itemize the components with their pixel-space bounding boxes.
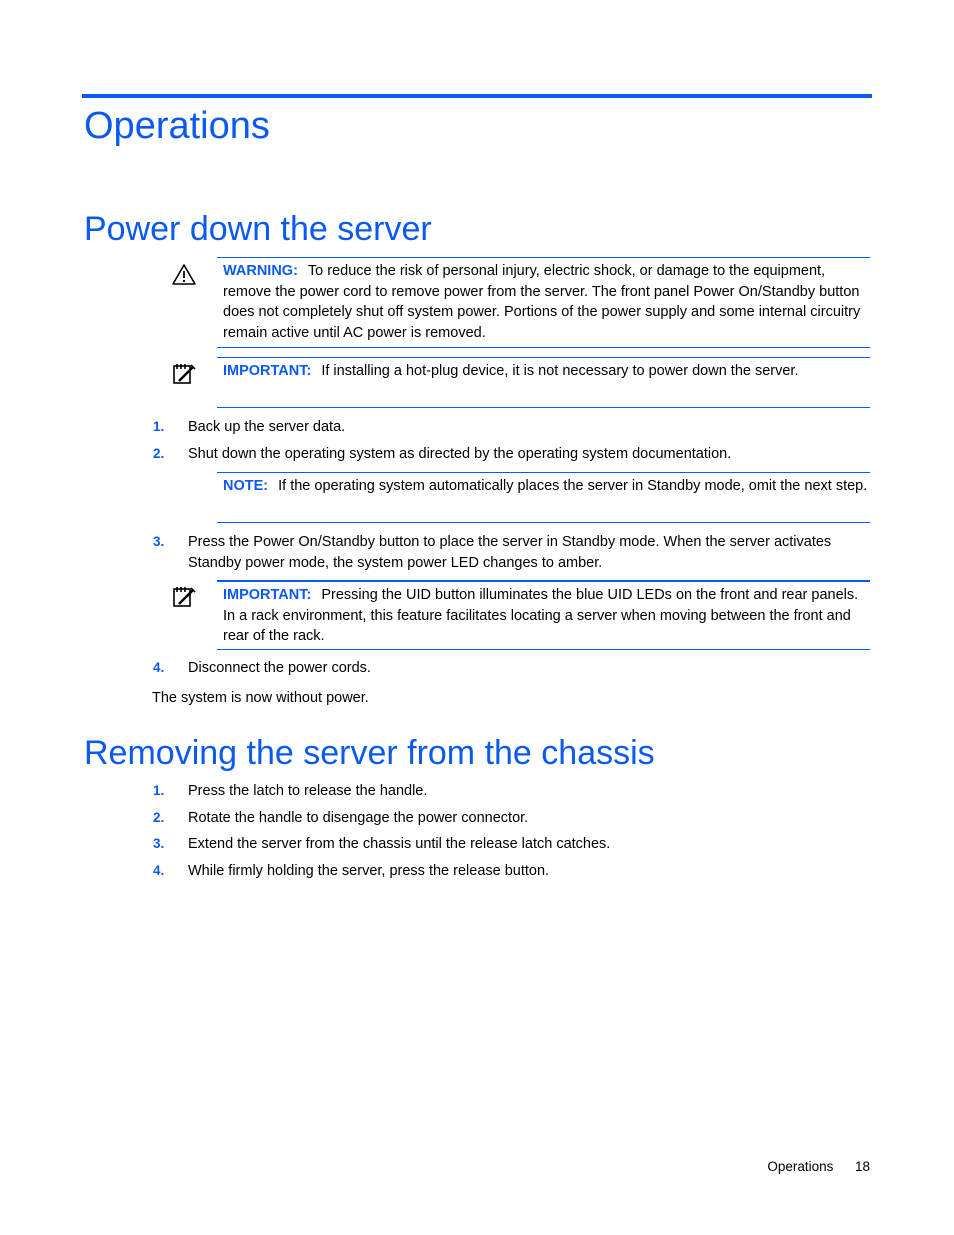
note-bottom-rule (217, 522, 870, 523)
important1-callout (223, 361, 871, 382)
chapter-title: Operations (84, 105, 270, 147)
closing-text: The system is now without power. (152, 690, 369, 706)
important1-bottom-rule (217, 407, 870, 408)
important2-bottom-rule (217, 649, 870, 650)
step-text: While firmly holding the server, press the release button. (188, 863, 550, 879)
note-label: NOTE: (223, 478, 269, 494)
important-icon (171, 361, 197, 387)
step-number: 3. (153, 836, 165, 851)
warning-bottom-rule (217, 347, 870, 348)
step-number: 1. (153, 419, 165, 434)
step-number: 2. (153, 446, 165, 461)
important2-label: IMPORTANT: (223, 587, 312, 603)
note-text: If the operating system automatically places the server in Standby mode, omit the next step. (278, 478, 868, 494)
important1-label: IMPORTANT: (223, 363, 312, 379)
note-callout (223, 476, 868, 497)
important2-top-rule (217, 580, 870, 582)
section-title-removing: Removing the server from the chassis (84, 734, 655, 772)
warning-top-rule (217, 257, 870, 258)
important1-text: If installing a hot-plug device, it is not necessary to power down the server. (321, 363, 799, 379)
chapter-rule (82, 94, 872, 98)
step-number: 2. (153, 810, 165, 825)
step-text: Shut down the operating system as directed by the operating system documentation. (188, 446, 732, 462)
step-text: Extend the server from the chassis until the release latch catches. (188, 836, 611, 852)
important2-callout (223, 585, 871, 647)
page-footer (767, 1159, 870, 1174)
warning-label: WARNING: (223, 263, 298, 279)
step-number: 1. (153, 783, 165, 798)
section-title-power-down: Power down the server (84, 210, 432, 248)
step-text: Press the latch to release the handle. (188, 783, 428, 799)
step-text: Back up the server data. (188, 419, 346, 435)
important-icon (171, 584, 197, 610)
important2-text: Pressing the UID button illuminates the blue UID LEDs on the front and rear panels. In a rack environment, this feature facilitates locating a server when moving between the front and rear of the rack. (223, 587, 859, 644)
warning-icon (171, 262, 197, 288)
important1-top-rule (217, 357, 870, 358)
warning-text: To reduce the risk of personal injury, electric shock, or damage to the equipment, remove the power cord to remove power from the server. The front panel Power On/Standby button does not completely shut off system power. Portions of the power supply and some internal circuitry remain active until AC power is removed. (223, 263, 861, 341)
step-text: Disconnect the power cords. (188, 660, 371, 676)
note-top-rule (217, 472, 870, 473)
step-text: Rotate the handle to disengage the power connector. (188, 810, 529, 826)
footer-section: Operations (767, 1159, 834, 1174)
step-number: 4. (153, 660, 165, 675)
warning-callout (223, 261, 871, 343)
step-number: 4. (153, 863, 165, 878)
step-text: Press the Power On/Standby button to place the server in Standby mode. When the server activates Standby power mode, the system power LED changes to amber. (188, 534, 832, 571)
footer-page-number: 18 (854, 1159, 870, 1174)
step-number: 3. (153, 534, 165, 549)
